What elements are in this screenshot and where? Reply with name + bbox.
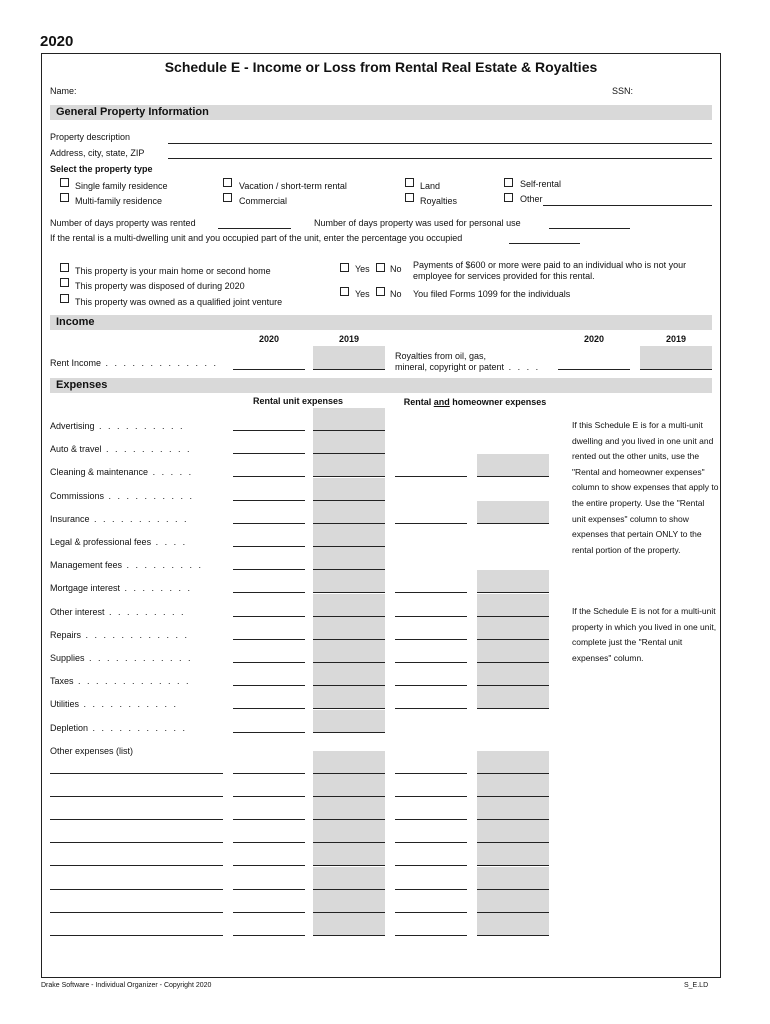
homeowner-2020-field[interactable] bbox=[395, 639, 467, 640]
expense-label-text: Taxes bbox=[50, 676, 74, 686]
commercial-checkbox[interactable] bbox=[223, 193, 232, 202]
other-expense-2020-field[interactable] bbox=[233, 865, 305, 866]
homeowner-2020-field[interactable] bbox=[395, 523, 467, 524]
homeowner-2020-field[interactable] bbox=[395, 476, 467, 477]
other-expense-description-field[interactable] bbox=[50, 796, 223, 797]
expense-label-text: Mortgage interest bbox=[50, 583, 121, 593]
address-label: Address, city, state, ZIP bbox=[50, 148, 145, 158]
other-expense-description-field[interactable] bbox=[50, 773, 223, 774]
forms-1099-question: You filed Forms 1099 for the individuals bbox=[413, 289, 571, 299]
homeowner-2019-field[interactable] bbox=[477, 454, 549, 477]
rental-unit-2019-field[interactable] bbox=[313, 640, 385, 663]
other-homeowner-2019-field[interactable] bbox=[477, 820, 549, 843]
multi-family-checkbox[interactable] bbox=[60, 193, 69, 202]
expense-label-text: Management fees bbox=[50, 560, 123, 570]
royalties-label: Royalties bbox=[420, 196, 458, 206]
other-homeowner-2019-field[interactable] bbox=[477, 797, 549, 820]
rental-unit-2019-field[interactable] bbox=[313, 710, 385, 733]
royalties-2019-field[interactable] bbox=[640, 346, 712, 370]
payments-yes-label: Yes bbox=[355, 264, 370, 274]
self-rental-label: Self-rental bbox=[520, 179, 562, 189]
other-expense-2020-field[interactable] bbox=[233, 796, 305, 797]
homeowner-2020-field[interactable] bbox=[395, 592, 467, 593]
income-col-2020: 2020 bbox=[258, 334, 280, 344]
income-col-2019: 2019 bbox=[338, 334, 360, 344]
expense-label: Utilities . . . . . . . . . . . bbox=[50, 699, 179, 709]
royalties-checkbox[interactable] bbox=[405, 193, 414, 202]
rental-unit-2020-field[interactable] bbox=[233, 662, 305, 663]
payments-yes-checkbox[interactable] bbox=[340, 263, 349, 272]
forms-1099-yes-label: Yes bbox=[355, 289, 370, 299]
multi-dwelling-label: If the rental is a multi-dwelling unit and you occupied part of the unit, enter the percentage you occupied bbox=[50, 233, 463, 243]
other-expense-2019-field[interactable] bbox=[313, 797, 385, 820]
rental-unit-2020-field[interactable] bbox=[233, 476, 305, 477]
rental-unit-2019-field[interactable] bbox=[313, 431, 385, 454]
homeowner-2020-field[interactable] bbox=[395, 616, 467, 617]
other-expense-2020-field[interactable] bbox=[233, 819, 305, 820]
homeowner-2019-field[interactable] bbox=[477, 594, 549, 617]
royalties-col-2020: 2020 bbox=[583, 334, 605, 344]
homeowner-2019-field[interactable] bbox=[477, 570, 549, 593]
name-label: Name: bbox=[50, 86, 77, 96]
payments-no-checkbox[interactable] bbox=[376, 263, 385, 272]
single-family-checkbox[interactable] bbox=[60, 178, 69, 187]
other-expense-2020-field[interactable] bbox=[233, 935, 305, 936]
expense-label-text: Commissions bbox=[50, 491, 105, 501]
expense-label: Advertising . . . . . . . . . . bbox=[50, 421, 185, 431]
rental-unit-2020-field[interactable] bbox=[233, 453, 305, 454]
multi-unit-note: If this Schedule E is for a multi-unit dwelling and you lived in one unit and rented out the other units, use the "Rental and homeowner expenses" column to show expenses that apply to the entire property. Use the "Rental unit expenses" column to show expenses that pertain ONLY to the rental portion of the property. bbox=[572, 420, 719, 555]
rental-unit-2019-field[interactable] bbox=[313, 408, 385, 431]
rental-unit-header: Rental unit expenses bbox=[252, 396, 344, 406]
rental-unit-2019-field[interactable] bbox=[313, 617, 385, 640]
expense-label-text: Legal & professional fees bbox=[50, 537, 152, 547]
expense-label-text: Insurance bbox=[50, 514, 90, 524]
other-expense-2019-field[interactable] bbox=[313, 820, 385, 843]
homeowner-2019-field[interactable] bbox=[477, 663, 549, 686]
days-rented-field[interactable] bbox=[218, 228, 291, 229]
other-homeowner-2020-field[interactable] bbox=[395, 912, 467, 913]
royalties-2020-field[interactable] bbox=[558, 369, 630, 370]
rental-unit-2020-field[interactable] bbox=[233, 523, 305, 524]
rental-unit-2020-field[interactable] bbox=[233, 732, 305, 733]
expense-label: Supplies . . . . . . . . . . . . bbox=[50, 653, 193, 663]
expense-label-text: Cleaning & maintenance bbox=[50, 467, 149, 477]
royalties-col-2019: 2019 bbox=[665, 334, 687, 344]
other-expense-2020-field[interactable] bbox=[233, 889, 305, 890]
expense-label: Commissions . . . . . . . . . . bbox=[50, 491, 195, 501]
homeowner-2019-field[interactable] bbox=[477, 501, 549, 524]
expense-label: Other interest . . . . . . . . . bbox=[50, 607, 186, 617]
land-label: Land bbox=[420, 181, 441, 191]
homeowner-2019-field[interactable] bbox=[477, 640, 549, 663]
other-type-field[interactable] bbox=[543, 205, 712, 206]
disposed-checkbox[interactable] bbox=[60, 278, 69, 287]
other-homeowner-2020-field[interactable] bbox=[395, 819, 467, 820]
rent-income-2019-field[interactable] bbox=[313, 346, 385, 370]
expense-label-text: Repairs bbox=[50, 630, 82, 640]
homeowner-2020-field[interactable] bbox=[395, 708, 467, 709]
single-unit-note: If the Schedule E is not for a multi-unit property in which you lived in one unit, complete just the "Rental unit expenses" column. bbox=[572, 606, 717, 663]
other-expense-2020-field[interactable] bbox=[233, 842, 305, 843]
qualified-jv-checkbox[interactable] bbox=[60, 294, 69, 303]
rental-unit-2019-field[interactable] bbox=[313, 686, 385, 709]
expense-label: Legal & professional fees . . . . bbox=[50, 537, 188, 547]
expense-label-text: Advertising bbox=[50, 421, 95, 431]
homeowner-2019-field[interactable] bbox=[477, 686, 549, 709]
other-expense-description-field[interactable] bbox=[50, 865, 223, 866]
property-description-label: Property description bbox=[50, 132, 131, 142]
rental-unit-2019-field[interactable] bbox=[313, 454, 385, 477]
expense-label-text: Utilities bbox=[50, 699, 80, 709]
other-expense-2020-field[interactable] bbox=[233, 773, 305, 774]
rental-unit-2020-field[interactable] bbox=[233, 569, 305, 570]
footer-code: S_E.LD bbox=[684, 982, 709, 989]
other-homeowner-2019-field[interactable] bbox=[477, 913, 549, 936]
payments-question: Payments of $600 or more were paid to an individual who is not your employee for services provided for this rental. bbox=[413, 260, 687, 281]
rental-unit-2019-field[interactable] bbox=[313, 478, 385, 501]
other-expense-2019-field[interactable] bbox=[313, 890, 385, 913]
vacation-checkbox[interactable] bbox=[223, 178, 232, 187]
homeowner-2020-field[interactable] bbox=[395, 662, 467, 663]
other-homeowner-2020-field[interactable] bbox=[395, 865, 467, 866]
other-homeowner-2020-field[interactable] bbox=[395, 889, 467, 890]
section-expenses: Expenses bbox=[50, 378, 712, 393]
other-expense-description-field[interactable] bbox=[50, 842, 223, 843]
other-expense-2019-field[interactable] bbox=[313, 867, 385, 890]
rental-unit-2020-field[interactable] bbox=[233, 616, 305, 617]
other-expense-description-field[interactable] bbox=[50, 819, 223, 820]
other-type-label: Other bbox=[520, 194, 543, 204]
other-expense-2019-field[interactable] bbox=[313, 774, 385, 797]
other-expense-description-field[interactable] bbox=[50, 935, 223, 936]
land-checkbox[interactable] bbox=[405, 178, 414, 187]
multi-family-label: Multi-family residence bbox=[75, 196, 163, 206]
rent-income-label: Rent Income . . . . . . . . . . . . . bbox=[50, 358, 219, 368]
other-homeowner-2019-field[interactable] bbox=[477, 774, 549, 797]
expense-label-text: Auto & travel bbox=[50, 444, 102, 454]
rental-unit-2019-field[interactable] bbox=[313, 524, 385, 547]
forms-1099-no-label: No bbox=[390, 289, 402, 299]
rental-and-homeowner-header: Rental and homeowner expenses bbox=[403, 397, 547, 407]
rental-unit-2020-field[interactable] bbox=[233, 685, 305, 686]
days-personal-label: Number of days property was used for personal use bbox=[314, 218, 521, 228]
rental-unit-2019-field[interactable] bbox=[313, 501, 385, 524]
homeowner-2020-field[interactable] bbox=[395, 685, 467, 686]
self-rental-checkbox[interactable] bbox=[504, 178, 513, 187]
commercial-label: Commercial bbox=[239, 196, 288, 206]
other-type-checkbox[interactable] bbox=[504, 193, 513, 202]
multi-dwelling-field[interactable] bbox=[509, 243, 580, 244]
address-field[interactable] bbox=[168, 158, 712, 159]
other-homeowner-2020-field[interactable] bbox=[395, 796, 467, 797]
main-home-checkbox[interactable] bbox=[60, 263, 69, 272]
section-income: Income bbox=[50, 315, 712, 330]
rental-unit-2019-field[interactable] bbox=[313, 570, 385, 593]
other-expense-2019-field[interactable] bbox=[313, 751, 385, 774]
royalties-label-line2: mineral, copyright or patent . . . . bbox=[395, 362, 541, 372]
rental-unit-2019-field[interactable] bbox=[313, 594, 385, 617]
main-home-label: This property is your main home or second home bbox=[75, 266, 271, 276]
rental-unit-2019-field[interactable] bbox=[313, 663, 385, 686]
other-homeowner-2020-field[interactable] bbox=[395, 773, 467, 774]
other-expense-2019-field[interactable] bbox=[313, 843, 385, 866]
other-homeowner-2020-field[interactable] bbox=[395, 842, 467, 843]
rental-unit-2019-field[interactable] bbox=[313, 547, 385, 570]
homeowner-2019-field[interactable] bbox=[477, 617, 549, 640]
other-homeowner-2019-field[interactable] bbox=[477, 751, 549, 774]
other-expenses-label: Other expenses (list) bbox=[50, 746, 134, 756]
other-expense-description-field[interactable] bbox=[50, 912, 223, 913]
single-family-label: Single family residence bbox=[75, 181, 168, 191]
expense-label: Depletion . . . . . . . . . . . bbox=[50, 723, 188, 733]
days-rented-label: Number of days property was rented bbox=[50, 218, 196, 228]
property-description-field[interactable] bbox=[168, 143, 712, 144]
expense-label: Mortgage interest . . . . . . . . bbox=[50, 583, 193, 593]
ssn-label: SSN: bbox=[612, 86, 634, 96]
expense-label: Insurance . . . . . . . . . . . bbox=[50, 514, 189, 524]
select-type-label: Select the property type bbox=[50, 164, 153, 174]
expense-label-text: Supplies bbox=[50, 653, 85, 663]
rental-unit-2020-field[interactable] bbox=[233, 430, 305, 431]
other-expense-description-field[interactable] bbox=[50, 889, 223, 890]
rental-unit-2020-field[interactable] bbox=[233, 500, 305, 501]
other-homeowner-2019-field[interactable] bbox=[477, 890, 549, 913]
royalties-label-line1: Royalties from oil, gas, bbox=[395, 351, 487, 361]
forms-1099-no-checkbox[interactable] bbox=[376, 287, 385, 296]
other-homeowner-2020-field[interactable] bbox=[395, 935, 467, 936]
rental-unit-2020-field[interactable] bbox=[233, 639, 305, 640]
expense-label: Management fees . . . . . . . . . bbox=[50, 560, 204, 570]
expense-label: Taxes . . . . . . . . . . . . . bbox=[50, 676, 191, 686]
form-year: 2020 bbox=[40, 33, 74, 50]
expense-label-text: Depletion bbox=[50, 723, 89, 733]
other-expense-2020-field[interactable] bbox=[233, 912, 305, 913]
disposed-label: This property was disposed of during 2020 bbox=[75, 281, 245, 291]
other-homeowner-2019-field[interactable] bbox=[477, 867, 549, 890]
days-personal-field[interactable] bbox=[549, 228, 630, 229]
vacation-label: Vacation / short-term rental bbox=[239, 181, 347, 191]
rental-unit-2020-field[interactable] bbox=[233, 592, 305, 593]
qualified-jv-label: This property was owned as a qualified joint venture bbox=[75, 297, 283, 307]
payments-no-label: No bbox=[390, 264, 402, 274]
other-homeowner-2019-field[interactable] bbox=[477, 843, 549, 866]
expense-label-text: Other interest bbox=[50, 607, 105, 617]
expense-label: Repairs . . . . . . . . . . . . bbox=[50, 630, 190, 640]
forms-1099-yes-checkbox[interactable] bbox=[340, 287, 349, 296]
rental-unit-2020-field[interactable] bbox=[233, 546, 305, 547]
other-expense-2019-field[interactable] bbox=[313, 913, 385, 936]
section-general: General Property Information bbox=[50, 105, 712, 120]
rent-income-2020-field[interactable] bbox=[233, 369, 305, 370]
footer-copyright: Drake Software - Individual Organizer - Copyright 2020 bbox=[41, 982, 212, 989]
expense-label: Auto & travel . . . . . . . . . . bbox=[50, 444, 192, 454]
expense-label: Cleaning & maintenance . . . . . bbox=[50, 467, 194, 477]
rental-unit-2020-field[interactable] bbox=[233, 708, 305, 709]
form-title: Schedule E - Income or Loss from Rental Real Estate & Royalties bbox=[164, 59, 598, 75]
